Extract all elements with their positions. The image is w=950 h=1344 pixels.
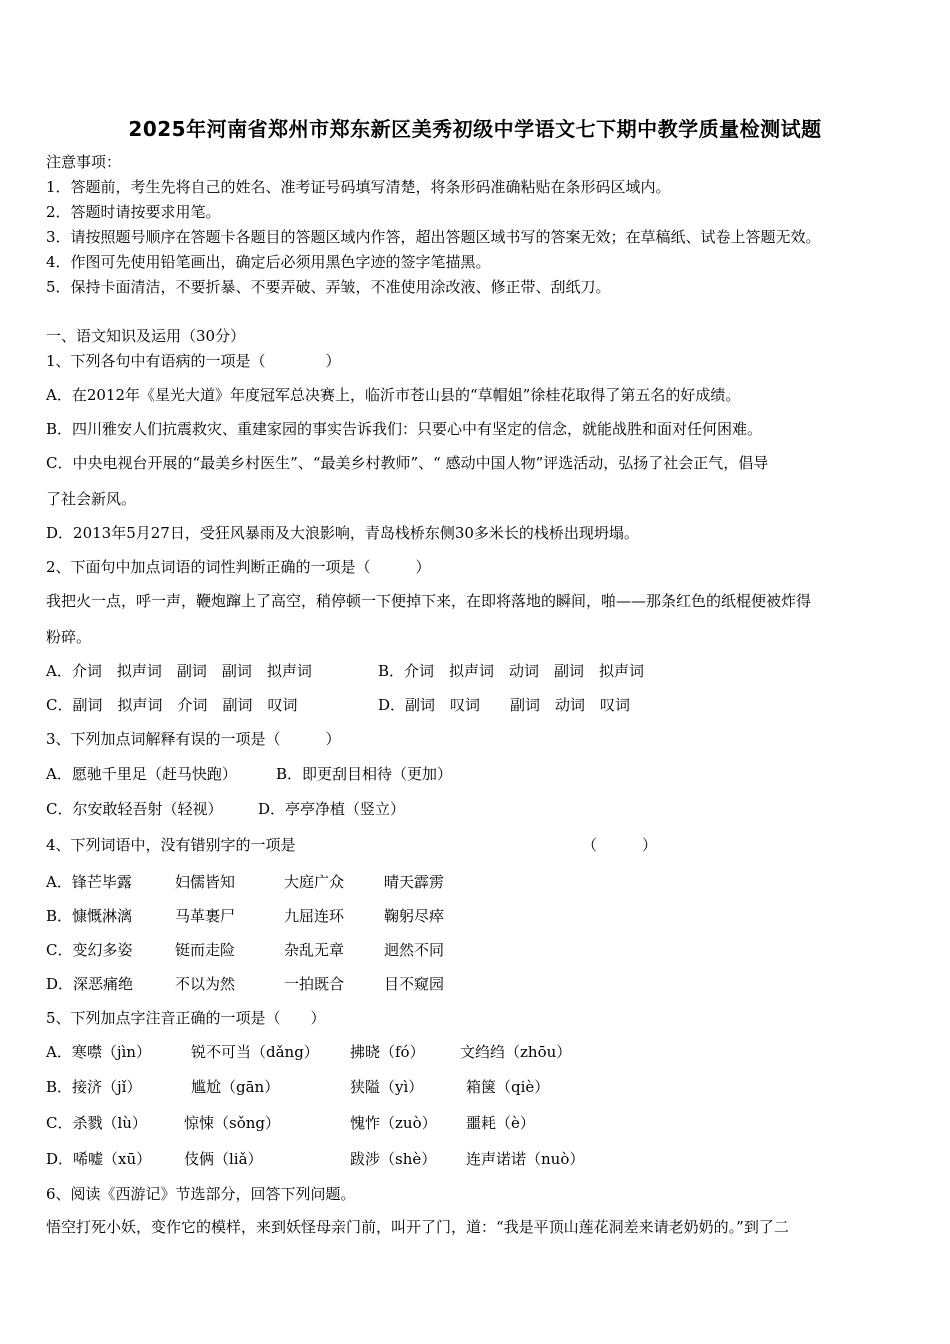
q4-b-word-1: B．慷慨淋漓 xyxy=(46,907,133,925)
q2-sentence-cont: 粉碎。 xyxy=(46,628,92,646)
q6-stem: 6、阅读《西游记》节选部分，回答下列问题。 xyxy=(46,1185,356,1203)
q1-option-c: C．中央电视台开展的“最美乡村医生”、“最美乡村教师”、“ 感动中国人物”评选活动，弘扬了社会正气，倡导 xyxy=(46,454,769,472)
q4-d-word-1: D．深恶痛绝 xyxy=(46,975,134,993)
q1-option-b: B．四川雅安人们抗震救灾、重建家园的事实告诉我们：只要心中有坚定的信念，就能战胜和面对任何困难。 xyxy=(46,420,763,438)
q4-a-word-4: 晴天霹雳 xyxy=(384,873,445,891)
q4-c-word-2: 铤而走险 xyxy=(175,941,236,959)
notice-item-4: 4．作图可先使用铅笔画出，确定后必须用黑色字迹的签字笔描黑。 xyxy=(46,253,491,271)
q4-c-word-4: 迥然不同 xyxy=(384,941,445,959)
q3-option-d: D．亭亭净植（竖立） xyxy=(258,800,406,818)
q5-b-item-1: B．接济（jǐ） xyxy=(46,1078,142,1096)
q4-c-word-1: C．变幻多姿 xyxy=(46,941,133,959)
section-heading: 一、语文知识及运用（30分） xyxy=(46,327,246,345)
q5-option-a xyxy=(46,1042,572,1062)
q4-option-b xyxy=(46,906,445,926)
q1-option-c-cont: 了社会新风。 xyxy=(46,490,137,508)
q4-d-word-3: 一拍既合 xyxy=(284,975,345,993)
q4-c-word-3: 杂乱无章 xyxy=(284,941,345,959)
q5-b-item-3: 狭隘（yì） xyxy=(350,1078,424,1096)
q5-d-item-3: 跋涉（shè） xyxy=(350,1150,437,1168)
q4-option-a xyxy=(46,872,445,892)
q4-b-word-2: 马革裹尸 xyxy=(175,907,236,925)
q2-option-a: A．介词 拟声词 副词 副词 拟声词 xyxy=(46,662,312,680)
q5-d-item-2: 伎俩（liǎ） xyxy=(184,1150,263,1168)
q5-d-item-4: 连声诺诺（nuò） xyxy=(466,1150,585,1168)
q4-stem: 4、下列词语中，没有错别字的一项是 xyxy=(46,836,296,854)
q4-d-word-2: 不以为然 xyxy=(175,975,236,993)
q5-option-d xyxy=(46,1149,585,1169)
q5-stem: 5、下列加点字注音正确的一项是（ ） xyxy=(46,1009,326,1027)
q4-d-word-4: 目不窥园 xyxy=(384,975,445,993)
q5-c-item-1: C．杀戮（lù） xyxy=(46,1114,147,1132)
q5-c-item-3: 愧怍（zuò） xyxy=(350,1114,437,1132)
q2-sentence: 我把火一点，呼一声，鞭炮蹿上了高空，稍停顿一下便掉下来，在即将落地的瞬间，啪——那条红色的纸棍便被炸得 xyxy=(46,592,812,610)
q5-c-item-2: 惊悚（sǒng） xyxy=(184,1114,280,1132)
q3-option-a: A．愿驰千里足（赶马快跑） xyxy=(46,765,237,783)
q5-a-item-3: 拂晓（fó） xyxy=(350,1043,425,1061)
q4-a-word-1: A．锋芒毕露 xyxy=(46,873,132,891)
q1-stem: 1、下列各句中有语病的一项是（ ） xyxy=(46,352,341,370)
q5-d-item-1: D．唏嘘（xū） xyxy=(46,1150,152,1168)
notice-item-3: 3．请按照题号顺序在答题卡各题目的答题区域内作答，超出答题区域书写的答案无效；在草稿纸、试卷上答题无效。 xyxy=(46,228,821,246)
q5-a-item-1: A．寒噤（jìn） xyxy=(46,1043,151,1061)
q3-option-c: C．尔安敢轻吾射（轻视） xyxy=(46,800,223,818)
q4-answer-paren: （ ） xyxy=(582,836,658,854)
q4-option-d xyxy=(46,974,445,994)
q5-b-item-4: 箱箧（qiè） xyxy=(466,1078,550,1096)
q4-b-word-4: 鞠躬尽瘁 xyxy=(384,907,445,925)
notice-item-1: 1．答题前，考生先将自己的姓名、准考证号码填写清楚，将条形码准确粘贴在条形码区域内。 xyxy=(46,178,671,196)
page-title: 2025年河南省郑州市郑东新区美秀初级中学语文七下期中教学质量检测试题 xyxy=(128,117,822,141)
q5-a-item-4: 文绉绉（zhōu） xyxy=(460,1043,572,1061)
q4-b-word-3: 九屈连环 xyxy=(284,907,345,925)
q3-option-b: B．即更刮目相待（更加） xyxy=(276,765,453,783)
q2-option-d: D．副词 叹词 副词 动词 叹词 xyxy=(378,696,631,714)
q5-option-c xyxy=(46,1113,535,1133)
notice-item-2: 2．答题时请按要求用笔。 xyxy=(46,203,221,221)
q5-option-b xyxy=(46,1077,550,1097)
q1-option-a: A．在2012年《星光大道》年度冠军总决赛上，临沂市苍山县的“草帽姐”徐桂花取得了第五名的好成绩。 xyxy=(46,386,741,404)
q4-option-c xyxy=(46,940,445,960)
q5-a-item-2: 锐不可当（dǎng） xyxy=(191,1043,319,1061)
q6-passage: 悟空打死小妖，变作它的模样，来到妖怪母亲门前，叫开了门，道：“我是平顶山莲花洞差来请老奶奶的。”到了二 xyxy=(46,1218,789,1236)
q4-a-word-3: 大庭广众 xyxy=(284,873,345,891)
q1-option-d: D．2013年5月27日，受狂风暴雨及大浪影响，青岛栈桥东侧30多米长的栈桥出现坍塌。 xyxy=(46,524,639,542)
notice-item-5: 5．保持卡面清洁，不要折暴、不要弄破、弄皱，不准使用涂改液、修正带、刮纸刀。 xyxy=(46,278,611,296)
q4-a-word-2: 妇儒皆知 xyxy=(175,873,236,891)
q5-b-item-2: 尴尬（gān） xyxy=(191,1078,280,1096)
q2-option-c: C．副词 拟声词 介词 副词 叹词 xyxy=(46,696,298,714)
q2-option-b: B．介词 拟声词 动词 副词 拟声词 xyxy=(378,662,645,680)
q2-stem: 2、下面句中加点词语的词性判断正确的一项是（ ） xyxy=(46,558,431,576)
notice-heading: 注意事项： xyxy=(46,153,122,171)
q3-stem: 3、下列加点词解释有误的一项是（ ） xyxy=(46,730,341,748)
q5-c-item-4: 噩耗（è） xyxy=(466,1114,535,1132)
